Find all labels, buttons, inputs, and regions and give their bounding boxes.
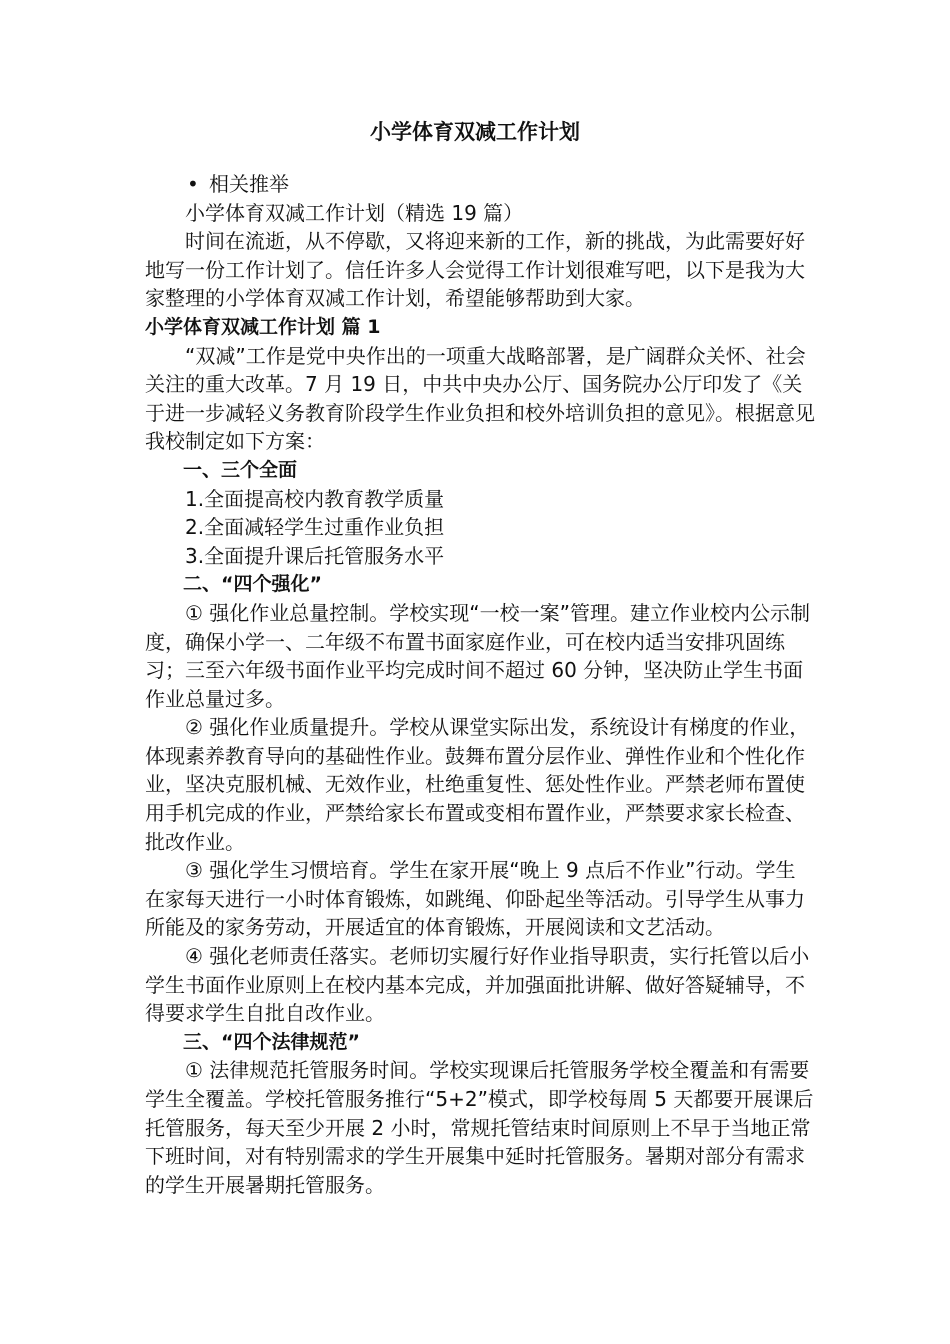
paragraph: ① 法律规范托管服务时间。学校实现课后托管服务学校全覆盖和有需要学生全覆盖。学校托管服务推行“5+2”模式，即学校每周 5 天都要开展课后托管服务，每天至少开展 2 小时，常规托管结束时间原则上不早于当地正常下班时间，对有特别需求的学生开展集中延时托管服务。暑期对部分有需求的学生开展暑期托管服务。 [145,1058,814,1197]
section-heading: 二、“四个强化” [183,573,322,596]
paragraph: ④ 强化老师责任落实。老师切实履行好作业指导职责，实行托管以后小学生书面作业原则上在校内基本完成，并加强面批讲解、做好答疑辅导，不得要求学生自批自改作业。 [145,944,810,1026]
related-recommend-item[interactable] [145,170,815,199]
document-subtitle: 小学体育双减工作计划（精选 19 篇） [185,200,524,225]
paragraph: ① 强化作业总量控制。学校实现“一校一案”管理。建立作业校内公示制度，确保小学一、二年级不布置书面家庭作业，可在校内适当安排巩固练习；三至六年级书面作业平均完成时间不超过 60 分钟，坚决防止学生书面作业总量过多。 [145,600,811,711]
article-heading: 小学体育双减工作计划 篇 1 [145,315,381,338]
bullet-icon: • [187,172,199,196]
intro-paragraph: 时间在流逝，从不停歇，又将迎来新的工作，新的挑战，为此需要好好地写一份工作计划了。信任许多人会觉得工作计划很难写吧，以下是我为大家整理的小学体育双减工作计划，希望能够帮助到大家。 [145,229,805,311]
list-item: 1.全面提高校内教育教学质量 [185,486,445,511]
paragraph: ② 强化作业质量提升。学校从课堂实际出发，系统设计有梯度的作业，体现素养教育导向的基础性作业。鼓舞布置分层作业、弹性作业和个性化作业，坚决克服机械、无效作业，杜绝重复性、惩处性作业。严禁老师布置使用手机完成的作业，严禁给家长布置或变相布置作业，严禁要求家长检查、批改作业。 [145,715,810,854]
paragraph: ③ 强化学生习惯培育。学生在家开展“晚上 9 点后不作业”行动。学生在家每天进行一小时体育锻炼，如跳绳、仰卧起坐等活动。引导学生从事力所能及的家务劳动，开展适宜的体育锻炼，开展阅读和文艺活动。 [145,858,805,940]
list-item: 3.全面提升课后托管服务水平 [185,543,445,568]
document-body [145,170,815,1199]
article-intro-paragraph: “双减”工作是党中央作出的一项重大战略部署，是广阔群众关怀、社会关注的重大改革。7 月 19 日，中共中央办公厅、国务院办公厅印发了《关于进一步减轻义务教育阶段学生作业负担和校外培训负担的意见》。根据意见我校制定如下方案： [145,343,815,454]
section-heading: 一、三个全面 [183,458,298,481]
list-item: 2.全面减轻学生过重作业负担 [185,515,445,540]
related-recommend-label: 相关推举 [209,172,289,196]
section-heading: 三、“四个法律规范” [183,1030,360,1053]
document-title: 小学体育双减工作计划 [370,120,580,144]
